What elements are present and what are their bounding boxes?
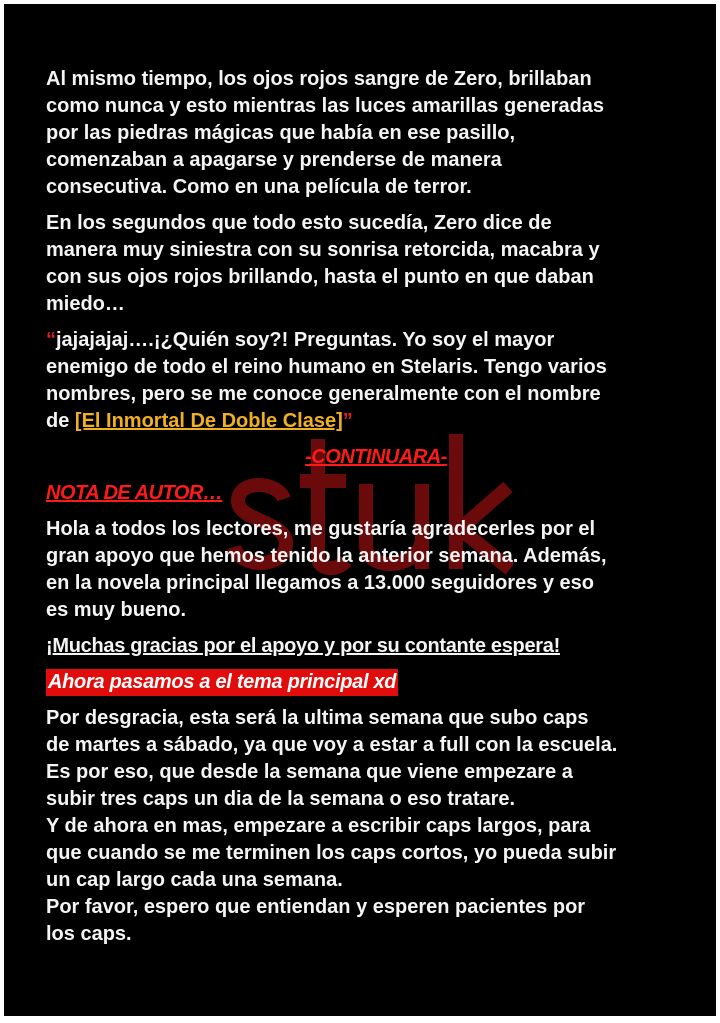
text-line: nombres, pero se me conoce generalmente con el nombre [46,383,601,405]
text-line: con sus ojos rojos brillando, hasta el punto en que daban [46,266,594,288]
author-note-text: NOTA DE AUTOR… [46,482,223,504]
text-line: miedo… [46,293,125,315]
text-line [46,408,706,435]
document-body [46,66,706,957]
text-line: de martes a sábado, ya que voy a estar a full con la escuela. [46,734,618,756]
text-line: es muy bueno. [46,599,187,621]
text-line: subir tres caps un dia de la semana o eso tratare. [46,788,516,810]
close-quote: ” [342,410,353,432]
text-line: Hola a todos los lectores, me gustaría agradecerles por el [46,518,596,540]
paragraph-5 [46,705,706,948]
text-line: manera muy siniestra con su sonrisa retorcida, macabra y [46,239,600,261]
open-quote: “ [46,329,56,351]
text-line: que cuando se me terminen los caps cortos, yo pueda subir [46,842,617,864]
text-line: como nunca y esto mientras las luces amarillas generadas [46,95,605,117]
text-line: Y de ahora en mas, empezare a escribir caps largos, para [46,815,591,837]
text-line: Es por eso, que desde la semana que viene empezare a [46,761,573,783]
continuara-heading [46,444,706,471]
quote-text: jajajajaj….¡¿Quién soy?! Preguntas. Yo soy el mayor [56,329,555,351]
text-line: en la novela principal llegamos a 13.000 seguidores y eso [46,572,595,594]
author-note-heading [46,480,706,507]
text-line: un cap largo cada una semana. [46,869,343,891]
text-line: gran apoyo que hemos tenido la anterior semana. Además, [46,545,607,567]
thanks-text: ¡Muchas gracias por el apoyo y por su contante espera! [46,635,560,657]
document-page [4,4,716,1016]
continuara-text: -CONTINUARA- [305,446,447,468]
text-line: consecutiva. Como en una película de terror. [46,176,472,198]
text-line [46,327,706,354]
paragraph-2 [46,210,706,318]
text-line: por las piedras mágicas que había en ese pasillo, [46,122,516,144]
text-line: Por favor, espero que entiendan y esperen pacientes por [46,896,586,918]
text-line: En los segundos que todo esto sucedía, Zero dice de [46,212,552,234]
text-line: comenzaban a apagarse y prenderse de manera [46,149,502,171]
paragraph-3-quote [46,327,706,435]
text-line: Al mismo tiempo, los ojos rojos sangre de Zero, brillaban [46,68,592,90]
paragraph-1 [46,66,706,201]
text-line: Por desgracia, esta será la ultima semana que subo caps [46,707,589,729]
highlight-text: Ahora pasamos a el tema principal xd [46,669,398,696]
thanks-line [46,633,706,660]
text-line: los caps. [46,923,132,945]
quote-prefix: de [46,410,75,432]
text-line: enemigo de todo el reino humano en Stelaris. Tengo varios [46,356,607,378]
paragraph-4 [46,516,706,624]
villain-title: [El Inmortal De Doble Clase] [74,410,343,432]
highlight-line [46,669,706,696]
